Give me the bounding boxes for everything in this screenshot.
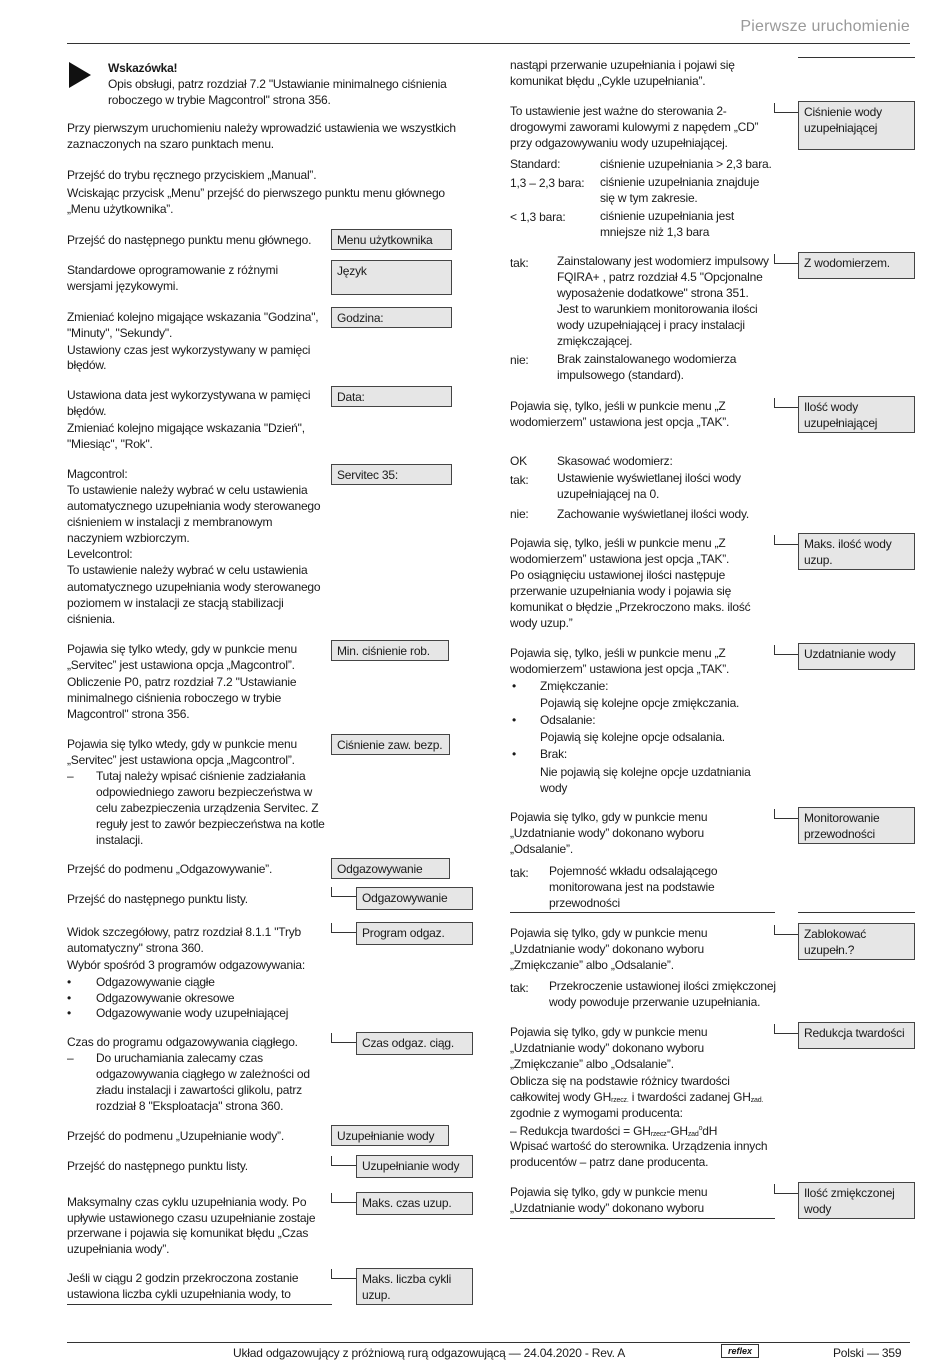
list-item: wody [540,781,568,795]
menu-box-water-fill: Uzupełnianie wody [331,1125,449,1146]
top-rule [67,43,910,44]
paragraph: Zmieniać kolejno migające wskazania "Godzina", [67,310,319,324]
submenu-connector [774,1184,798,1194]
paragraph: Pojawia się tylko wtedy, gdy w punkcie menu [67,737,297,751]
box-line: Ilość wody [804,400,859,414]
paragraph: przerwane i pojawia się komunikat błędu „Czas [67,1226,309,1240]
param-key: tak: [510,981,529,995]
paragraph: uzupełniania wody”. [67,1242,170,1256]
paragraph: komunikat błędu „Cykle uzupełniania”. [510,74,706,88]
paragraph: wodomierzem” ustawiona jest opcja „TAK”. [510,662,730,676]
param-value: Zachowanie wyświetlanej ilości wody. [557,507,749,521]
paragraph: Pojawia się, tylko, jeśli w punkcie menu „Z [510,646,726,660]
box-line: Maks. liczba cykli [362,1272,452,1286]
menu-box-fill-quantity [798,396,915,433]
menu-box-hardness-reduction: Redukcja twardości [798,1022,915,1049]
dash: – [67,769,74,783]
paragraph: drogowymi zaworami kulowymi z napędem „CD” [510,120,759,134]
section-header: Pierwsze uruchomienie [740,18,910,35]
paragraph: Przy pierwszym uruchomieniu należy wprowadzić ustawienia we wszystkich [67,121,456,135]
paragraph: upływie ustawionego czasu uzupełnianie zostaje [67,1211,316,1225]
paragraph: Maksymalny czas cyklu uzupełniania wody. Po [67,1195,307,1209]
note-arrow-icon [67,60,93,90]
box-line: Zablokować [804,927,867,941]
paragraph: zaznaczonych na szaro punktach menu. [67,137,274,151]
paragraph: Pojawia się tylko, gdy w punkcie menu [510,926,708,940]
paragraph: reguły jest to zawór bezpieczeństwa na kotle [96,817,325,831]
box-line: uzupełn.? [804,943,855,957]
bullet: • [67,975,72,989]
paragraph: Przejść do następnego punktu menu głównego. [67,233,312,247]
paragraph: „Servitec” jest ustawiona opcja „Magcontrol”. [67,658,295,672]
paragraph: "Miesiąc", "Rok". [67,437,153,451]
param-value: ciśnienie uzupełniania jest [600,209,735,223]
paragraph: Przejść do następnego punktu listy. [67,892,248,906]
superscript: o [698,1125,703,1132]
paragraph: Wciskając przycisk „Menu” przejść do pierwszego punktu menu głównego [67,186,445,200]
submenu-connector [774,809,798,819]
paragraph: ciśnienia. [67,612,116,626]
paragraph: odpowiedniego zaworu bezpieczeństwa w [96,785,313,799]
subscript: zad. [750,1097,764,1104]
paragraph: zgodnie z wymogami producenta: [510,1106,683,1120]
paragraph: „Uzdatnianie wody” dokonano wyboru [510,1041,704,1055]
paragraph: nastąpi przerwanie uzupełniania i pojawi się [510,58,735,72]
menu-box-degassing: Odgazowywanie [331,858,450,879]
menu-box-servitec: Servitec 35: [331,464,452,485]
paragraph: To ustawienie jest ważne do sterowania 2- [510,104,727,118]
paragraph: Przejść do trybu ręcznego przyciskiem „Manual”. [67,168,317,182]
param-value: ciśnienie uzupełniania > 2,3 bara. [600,157,772,171]
param-value: mniejsze niż 1,3 bara [600,225,710,239]
menu-box-conductivity [798,807,915,844]
paragraph: Pojawia się tylko, gdy w punkcie menu [510,1025,708,1039]
paragraph: rozdział 8 "Eksploatacja" strona 360. [96,1099,284,1113]
submenu-connector [331,1193,356,1203]
footer-rule [67,1342,910,1343]
param-value: Pojemność wkładu odsalającego [549,864,718,878]
paragraph: ustawiona liczba cykli uzupełniania wody, to [67,1287,291,1301]
param-key: nie: [510,507,529,521]
box-line: Ciśnienie wody [804,105,882,119]
paragraph: automatycznego uzupełniania wody sterowanego [67,499,321,513]
list-item: Odgazowywanie wody uzupełniającej [96,1006,289,1020]
submenu-connector [331,1156,356,1166]
list-item: Pojawią się kolejne opcje zmiękczania. [540,696,740,710]
paragraph: „Zmiękczanie” albo „Odsalanie”. [510,958,674,972]
paragraph: automatyczny" strona 360. [67,941,204,955]
param-value: Skasować wodomierz: [557,454,673,468]
param-value: Zainstalowany jest wodomierz impulsowy [557,254,769,268]
param-key: 1,3 – 2,3 bara: [510,176,585,190]
paragraph: „Uzdatnianie wody” dokonano wyboru [510,942,704,956]
bullet: • [512,747,517,761]
subscript: rzecz. [611,1097,629,1104]
menu-box-continuous-time: Czas odgaz. ciąg. [356,1032,473,1055]
param-key: < 1,3 bara: [510,210,566,224]
paragraph: celu zabezpieczenia urządzenia Servitec. Z [96,801,319,815]
param-value: ciśnienie uzupełniania znajduje [600,175,760,189]
menu-box-max-cycles [356,1268,473,1305]
list-item: Pojawią się kolejne opcje odsalania. [540,730,725,744]
paragraph: Standardowe oprogramowanie z różnymi [67,263,278,277]
paragraph: Wybór spośród 3 programów odgazowywania: [67,958,306,972]
paragraph: Ustawiona data jest wykorzystywana w pamięci [67,388,311,402]
box-line: uzup. [804,553,833,567]
paragraph: Widok szczegółowy, patrz rozdział 8.1.1 "Tryb [67,925,302,939]
box-line: uzup. [362,1288,391,1302]
paragraph: Pojawia się, tylko, jeśli w punkcie menu „Z [510,399,726,413]
footer-title: Układ odgazowujący z próżniową rurą odgazowującą — 24.04.2020 - Rev. A [233,1346,626,1360]
param-value: Jest to warunkiem monitorowania ilości [557,302,758,316]
text: i twardości zadanej GH [628,1090,751,1104]
paragraph: przy odgazowywaniu wody uzupełniającej. [510,136,728,150]
note-title: Wskazówka! [108,61,178,75]
menu-box-time: Godzina: [331,307,452,328]
paragraph: Do uruchamiania zalecamy czas [96,1051,263,1065]
submenu-connector [331,1269,356,1279]
param-key: tak: [510,866,529,880]
subscript: zad [687,1131,699,1138]
paragraph: "Minuty", "Sekundy". [67,326,173,340]
paragraph: Zmieniać kolejno migające wskazania "Dzień", [67,421,305,435]
param-key: tak: [510,256,529,270]
paragraph: instalacji. [96,833,144,847]
paragraph: Oblicza się na podstawie różnicy twardości [510,1074,730,1088]
box-line: uzupełniającej [804,416,878,430]
paragraph: odgazowywania ciągłego w zależności od [96,1067,310,1081]
paragraph: błędów. [67,404,107,418]
paragraph: Pojawia się tylko, gdy w punkcie menu [510,810,708,824]
paragraph: Wpisać wartość do sterownika. Urządzenia innych [510,1139,768,1153]
paragraph: błędów. [67,358,107,372]
paragraph: zładu instalacji i zawartości glikolu, patrz [96,1083,302,1097]
menu-box-max-quantity [798,533,915,570]
section-rule [510,1218,775,1219]
paragraph: Levelcontrol: [67,547,133,561]
text: całkowitej wody GH [510,1090,612,1104]
param-value: przewodności [549,896,620,910]
param-value: Przekroczenie ustawionej ilości zmiękczonej [549,979,776,993]
param-key: tak: [510,473,529,487]
param-value: Ustawienie wyświetlanej ilości wody [557,471,741,485]
paragraph: Czas do programu odgazowywania ciągłego. [67,1035,298,1049]
box-line: Ilość zmiękczonej [804,1186,895,1200]
menu-box-user-menu: Menu użytkownika [331,229,452,250]
submenu-connector [774,1024,798,1034]
subscript: rzecz [650,1131,667,1138]
paragraph: Przejść do następnego punktu listy. [67,1159,248,1173]
list-item: Odgazowywanie ciągłe [96,975,215,989]
bullet: • [512,713,517,727]
menu-box-water-fill-sub: Uzupełnianie wody [356,1155,473,1178]
paragraph: Jeśli w ciągu 2 godzin przekroczona zostanie [67,1271,299,1285]
reflex-logo: reflex [721,1344,759,1358]
param-value: wody powoduje przerwanie uzupełniania. [549,995,761,1009]
menu-box-max-fill-time: Maks. czas uzup. [356,1192,473,1215]
submenu-connector [331,923,356,933]
menu-box-water-meter: Z wodomierzem. [798,252,915,279]
param-value: wyposażenie dodatkowe" strona 351. [557,286,749,300]
text: – Redukcja twardości = GH [510,1124,651,1138]
section-rule [510,912,775,913]
param-value: zmiękczającej. [557,334,633,348]
paragraph: producentów – patrz dane producenta. [510,1155,709,1169]
paragraph: „Uzdatnianie wody” dokonano wyboru [510,826,704,840]
box-rule [798,57,915,58]
menu-box-language: Język [331,260,452,295]
paragraph: Magcontrol: [67,467,128,481]
paragraph: automatycznego uzupełniania wody sterowanego [67,580,321,594]
paragraph: wodomierzem” ustawiona jest opcja „TAK”. [510,415,730,429]
paragraph: Obliczenie P0, patrz rozdział 7.2 "Ustawianie [67,675,297,689]
menu-box-degassing-sub: Odgazowywanie [356,887,473,910]
paragraph: Magcontrol" strona 356. [67,707,190,721]
bullet: • [67,1006,72,1020]
text: dH [702,1124,718,1138]
note-text: Opis obsługi, patrz rozdział 7.2 "Ustawianie minimalnego ciśnienia [108,77,447,91]
menu-box-water-treatment: Uzdatnianie wody [798,643,915,670]
submenu-connector [774,254,798,264]
box-line: uzupełniającej [804,121,878,135]
paragraph: wersjami językowymi. [67,279,179,293]
param-value: Brak zainstalowanego wodomierza [557,352,737,366]
paragraph: wody uzup.” [510,616,573,630]
menu-box-softened-quantity [798,1182,915,1219]
submenu-connector [331,887,356,897]
paragraph: ciśnieniem w instalacji z membranowym [67,515,273,529]
param-key: Standard: [510,157,561,171]
menu-box-safety-valve: Ciśnienie zaw. bezp. [331,734,450,755]
paragraph: To ustawienie należy wybrać w celu ustawienia [67,563,308,577]
list-item: Odgazowywanie okresowe [96,991,235,1005]
submenu-connector [774,398,798,408]
paragraph: przerwanie uzupełniania wody i pojawia się [510,584,732,598]
box-line: Monitorowanie [804,811,880,825]
page-number: Polski — 359 [833,1346,902,1360]
paragraph: „Servitec” jest ustawiona opcja „Magcontrol”. [67,753,295,767]
dash: – [67,1051,74,1065]
paragraph: Ustawiony czas jest wykorzystywany w pamięci [67,343,311,357]
note-text: roboczego w trybie Magcontrol" strona 356. [108,93,331,107]
box-line: Maks. ilość wody [804,537,892,551]
paragraph: „Odsalanie”. [510,842,573,856]
paragraph: Tutaj należy wpisać ciśnienie zadziałania [96,769,306,783]
paragraph: Pojawia się tylko wtedy, gdy w punkcie menu [67,642,297,656]
paragraph: „Zmiękczanie” albo „Odsalanie”. [510,1057,674,1071]
box-rule [798,912,915,913]
menu-box-date: Data: [331,386,452,407]
paragraph: naczyniem wzbiorczym. [67,531,190,545]
param-value: impulsowego (standard). [557,368,684,382]
submenu-connector [774,925,798,935]
paragraph: To ustawienie należy wybrać w celu ustawienia [67,483,308,497]
param-value: się w tym zakresie. [600,191,698,205]
section-rule [67,1304,332,1305]
paragraph: Przejść do podmenu „Odgazowywanie”. [67,862,273,876]
paragraph: „Menu użytkownika”. [67,202,174,216]
menu-box-degas-program: Program odgaz. [356,922,473,945]
bullet: • [512,679,517,693]
text: -GH [666,1124,688,1138]
submenu-connector [774,103,798,113]
paragraph: Pojawia się, tylko, jeśli w punkcie menu „Z [510,536,726,550]
param-key: nie: [510,353,529,367]
box-line: przewodności [804,827,875,841]
param-value: uzupełniającej na 0. [557,487,660,501]
submenu-connector [774,645,798,655]
submenu-connector [331,1033,356,1043]
bullet: • [67,991,72,1005]
list-item: Brak: [540,747,568,761]
list-item: Odsalanie: [540,713,596,727]
paragraph: minimalnego ciśnienia roboczego w trybie [67,691,282,705]
paragraph: Przejść do podmenu „Uzupełnianie wody”. [67,1129,284,1143]
param-key: OK [510,454,527,468]
submenu-connector [774,535,798,545]
param-value: wody uzupełniającej i pracy instalacji [557,318,745,332]
box-line: wody [804,1202,832,1216]
paragraph: Pojawia się tylko, gdy w punkcie menu [510,1185,708,1199]
paragraph: „Uzdatnianie wody” dokonano wyboru [510,1201,704,1215]
menu-box-min-pressure: Min. ciśnienie rob. [331,640,449,661]
paragraph: wodomierzem” ustawiona jest opcja „TAK”. [510,552,730,566]
menu-box-fill-pressure [798,101,915,150]
param-value: monitorowana jest na podstawie [549,880,715,894]
list-item: Zmiękczanie: [540,679,609,693]
list-item: Nie pojawią się kolejne opcje uzdatniania [540,765,751,779]
paragraph: poziomem w instalacji ze stacją stabilizacji [67,596,284,610]
paragraph: komunikat o błędzie „Przekroczono maks. ilość [510,600,751,614]
menu-box-block-fill [798,923,915,960]
param-value: FQIRA+ , patrz rozdział 4.5 "Opcjonalne [557,270,763,284]
paragraph: Po osiągnięciu ustawionej ilości następuje [510,568,726,582]
